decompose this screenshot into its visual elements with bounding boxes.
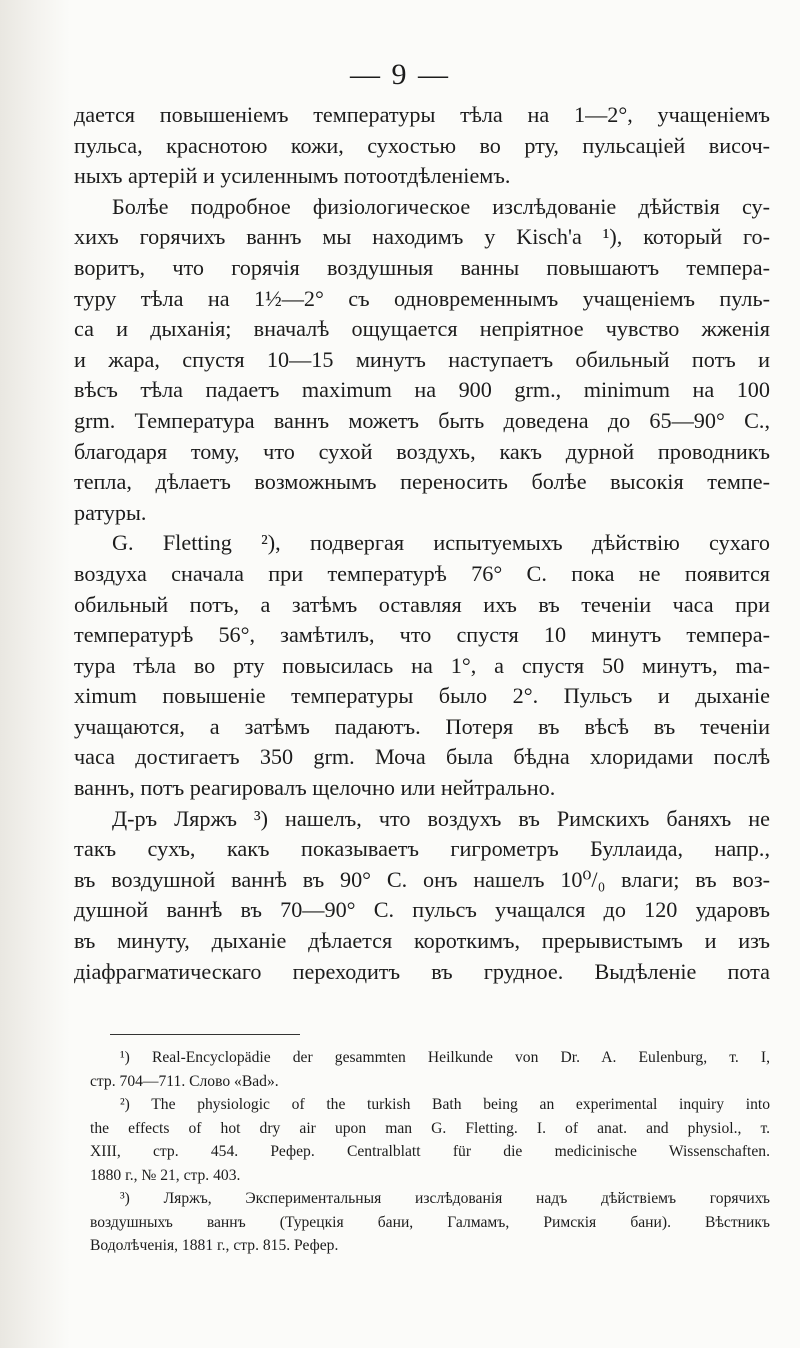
text-line: учащаются, а затѣмъ падаютъ. Потеря въ вѣсѣ въ теченіи: [74, 713, 770, 739]
text-line: ныхъ артерій и усиленнымъ потоотдѣленіемъ.: [74, 163, 511, 189]
text-line: въ минуту, дыханіе дѣлается короткимъ, прерывистымъ и изъ: [74, 928, 770, 954]
text-line: воритъ, что горячія воздушныя ванны повышаютъ темпера-: [74, 254, 770, 280]
text-line: вѣсъ тѣла падаетъ maximum на 900 grm., minimum на 100: [74, 377, 770, 403]
text-line: grm. Температура ваннъ можетъ быть доведена до 65—90° С.,: [74, 407, 770, 433]
page-shadow-edge: [0, 0, 70, 1348]
text-line: G. Fletting ²), подвергая испытуемыхъ дѣйствію сухаго: [112, 530, 770, 556]
text-line: такъ сухъ, какъ показываетъ гигрометръ Буллаида, напр.,: [74, 836, 770, 862]
footnote-line: ²) The physiologic of the turkish Bath being an experimental inquiry into: [120, 1096, 770, 1113]
text-line: температурѣ 56°, замѣтилъ, что спустя 10 минутъ темпера-: [74, 622, 770, 648]
text-line: душной ваннѣ въ 70—90° С. пульсъ учащался до 120 ударовъ: [74, 897, 770, 923]
footnote-line: XIII, стр. 454. Рефер. Centralblatt für die medicinische Wissenschaften.: [90, 1143, 770, 1160]
text-line: въ воздушной ваннѣ въ 90° С. онъ нашелъ 10⁰/₀ влаги; въ воз-: [74, 866, 770, 892]
body-text: [74, 100, 770, 987]
footnote-line: ¹) Real-Encyclopädie der gesammten Heilkunde von Dr. A. Eulenburg, т. I,: [120, 1049, 770, 1066]
text-line: дается повышеніемъ температуры тѣла на 1—2°, учащеніемъ: [74, 102, 770, 127]
text-line: благодаря тому, что сухой воздухъ, какъ дурной проводникъ: [74, 438, 770, 464]
text-line: ximum повышеніе температуры было 2°. Пульсъ и дыханіе: [74, 683, 770, 709]
text-line: ратуры.: [74, 499, 147, 525]
text-line: и жара, спустя 10—15 минутъ наступаетъ обильный потъ и: [74, 346, 770, 372]
text-line: тепла, дѣлаетъ возможнымъ переносить болѣе высокія темпе-: [74, 469, 770, 495]
footnote-separator: [110, 1034, 300, 1035]
footnote-line: the effects of hot dry air upon man G. Fletting. I. of anat. and physiol., т.: [90, 1119, 770, 1137]
text-line: Д-ръ Ляржъ ³) нашелъ, что воздухъ въ Римскихъ баняхъ не: [112, 805, 770, 831]
text-line: діафрагматическаго переходитъ въ грудное. Выдѣленіе пота: [74, 958, 770, 984]
footnote-line: стр. 704—711. Слово «Bad».: [90, 1072, 279, 1090]
text-line: обильный потъ, а затѣмъ оставляя ихъ въ теченіи часа при: [74, 591, 770, 617]
page-number: — 9 —: [350, 58, 450, 91]
footnote-line: воздушныхъ ваннъ (Турецкія бани, Галмамъ, Римскія бани). Вѣстникъ: [90, 1213, 770, 1231]
footnote-line: ³) Ляржъ, Экспериментальныя изслѣдованія надъ дѣйствіемъ горячихъ: [120, 1190, 770, 1207]
text-line: воздуха сначала при температурѣ 76° С. пока не появится: [74, 560, 770, 586]
footnotes: [90, 1046, 770, 1258]
text-line: туру тѣла на 1½—2° съ одновременнымъ учащеніемъ пуль-: [74, 285, 770, 311]
footnote-line: 1880 г., № 21, стр. 403.: [90, 1166, 241, 1184]
footnote-line: Водолѣченія, 1881 г., стр. 815. Рефер.: [90, 1237, 339, 1254]
text-line: са и дыханія; вначалѣ ощущается непріятное чувство жженія: [74, 316, 770, 342]
text-line: хихъ горячихъ ваннъ мы находимъ у Kisch'а ¹), который го-: [74, 224, 770, 250]
text-line: тура тѣла во рту повысилась на 1°, а спустя 50 минутъ, ma-: [74, 652, 770, 678]
text-line: часа достигаетъ 350 grm. Моча была бѣдна хлоридами послѣ: [74, 744, 770, 770]
text-line: пульса, краснотою кожи, сухостью во рту, пульсаціей височ-: [74, 132, 770, 158]
text-line: Болѣе подробное физіологическое изслѣдованіе дѣйствія су-: [112, 193, 770, 219]
text-line: ваннъ, потъ реагировалъ щелочно или нейтрально.: [74, 775, 556, 801]
